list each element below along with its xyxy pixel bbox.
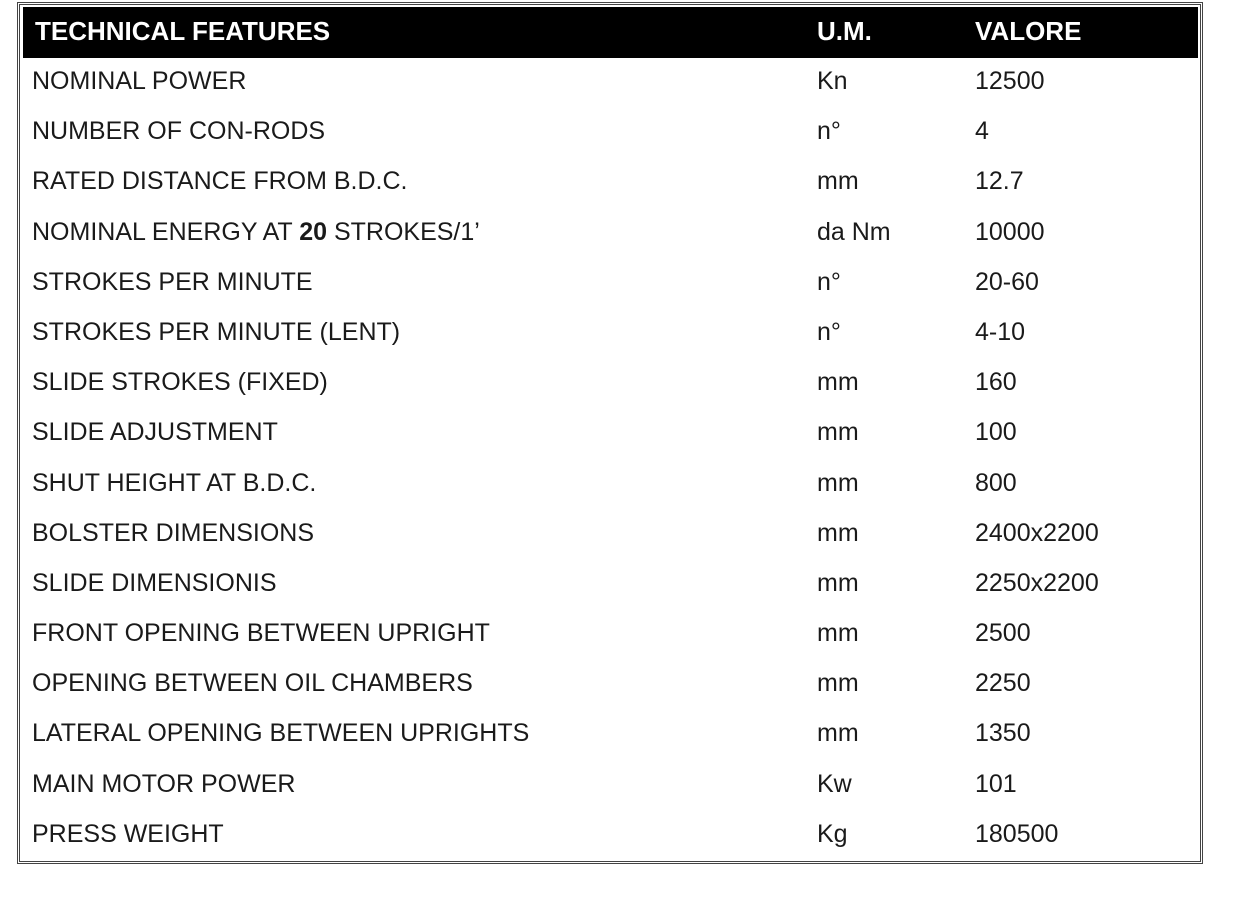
- value-cell: 12.7: [975, 167, 1024, 196]
- feature-cell: STROKES PER MINUTE: [32, 267, 313, 296]
- table-row: [20, 408, 1200, 458]
- value-cell: 20-60: [975, 267, 1039, 296]
- feature-cell: BOLSTER DIMENSIONS: [32, 518, 314, 547]
- feature-prefix: NOMINAL ENERGY AT: [32, 217, 300, 246]
- feature-bold-number: 20: [299, 217, 328, 246]
- value-cell: 101: [975, 769, 1017, 798]
- value-cell: 2250x2200: [975, 568, 1099, 597]
- table-row: [20, 107, 1200, 157]
- value-cell: 10000: [975, 217, 1045, 246]
- technical-features-table: [17, 2, 1203, 864]
- feature-cell: SLIDE DIMENSIONIS: [32, 568, 277, 597]
- value-cell: 4: [975, 117, 989, 146]
- feature-cell: [32, 218, 480, 247]
- table-row: [20, 609, 1200, 659]
- feature-cell: MAIN MOTOR POWER: [32, 769, 296, 798]
- value-cell: 4-10: [975, 317, 1026, 346]
- value-cell: 180500: [975, 819, 1059, 848]
- feature-cell: LATERAL OPENING BETWEEN UPRIGHTS: [32, 719, 530, 748]
- value-cell: 1350: [975, 719, 1031, 748]
- feature-cell: SLIDE ADJUSTMENT: [32, 418, 278, 447]
- unit-cell: Kw: [817, 769, 852, 798]
- header-unit: U.M.: [817, 16, 872, 46]
- value-cell: 2250: [975, 669, 1031, 698]
- value-cell: 160: [975, 368, 1017, 397]
- feature-cell: OPENING BETWEEN OIL CHAMBERS: [32, 669, 473, 698]
- unit-cell: da Nm: [817, 217, 891, 246]
- feature-cell: PRESS WEIGHT: [32, 819, 224, 848]
- table-row: [20, 810, 1200, 860]
- unit-cell: Kn: [817, 67, 848, 95]
- unit-cell: mm: [817, 468, 859, 497]
- header-feature: TECHNICAL FEATURES: [35, 16, 331, 46]
- table-row: [20, 760, 1200, 810]
- unit-cell: mm: [817, 669, 859, 698]
- feature-cell: RATED DISTANCE FROM B.D.C.: [32, 167, 408, 196]
- table-body: [20, 57, 1200, 860]
- unit-cell: n°: [817, 267, 841, 296]
- value-cell: 12500: [975, 67, 1045, 95]
- feature-cell: SLIDE STROKES (FIXED): [32, 368, 328, 397]
- feature-cell: NUMBER OF CON-RODS: [32, 117, 326, 146]
- feature-cell: NOMINAL POWER: [32, 67, 247, 95]
- unit-cell: Kg: [817, 819, 848, 848]
- unit-cell: mm: [817, 719, 859, 748]
- unit-cell: mm: [817, 518, 859, 547]
- table-row: [20, 358, 1200, 408]
- table-row: [20, 559, 1200, 609]
- table-header: [23, 7, 1198, 58]
- unit-cell: n°: [817, 117, 841, 146]
- table-row: [20, 208, 1200, 258]
- unit-cell: mm: [817, 418, 859, 447]
- table-row: [20, 659, 1200, 709]
- unit-cell: mm: [817, 568, 859, 597]
- value-cell: 800: [975, 468, 1017, 497]
- unit-cell: mm: [817, 167, 859, 196]
- table-row: [20, 459, 1200, 509]
- table-row: [20, 157, 1200, 207]
- unit-cell: n°: [817, 317, 841, 346]
- unit-cell: mm: [817, 619, 859, 648]
- table-row: [20, 308, 1200, 358]
- table-row: [20, 509, 1200, 559]
- unit-cell: mm: [817, 368, 859, 397]
- table-row: [20, 709, 1200, 759]
- table-row: [20, 258, 1200, 308]
- header-value: VALORE: [975, 16, 1082, 46]
- feature-suffix: STROKES/1’: [327, 217, 480, 246]
- value-cell: 2500: [975, 619, 1031, 648]
- table-row: [20, 57, 1200, 107]
- feature-cell: STROKES PER MINUTE (LENT): [32, 317, 401, 346]
- value-cell: 100: [975, 418, 1017, 447]
- feature-cell: FRONT OPENING BETWEEN UPRIGHT: [32, 619, 490, 648]
- feature-cell: SHUT HEIGHT AT B.D.C.: [32, 468, 317, 497]
- value-cell: 2400x2200: [975, 518, 1099, 547]
